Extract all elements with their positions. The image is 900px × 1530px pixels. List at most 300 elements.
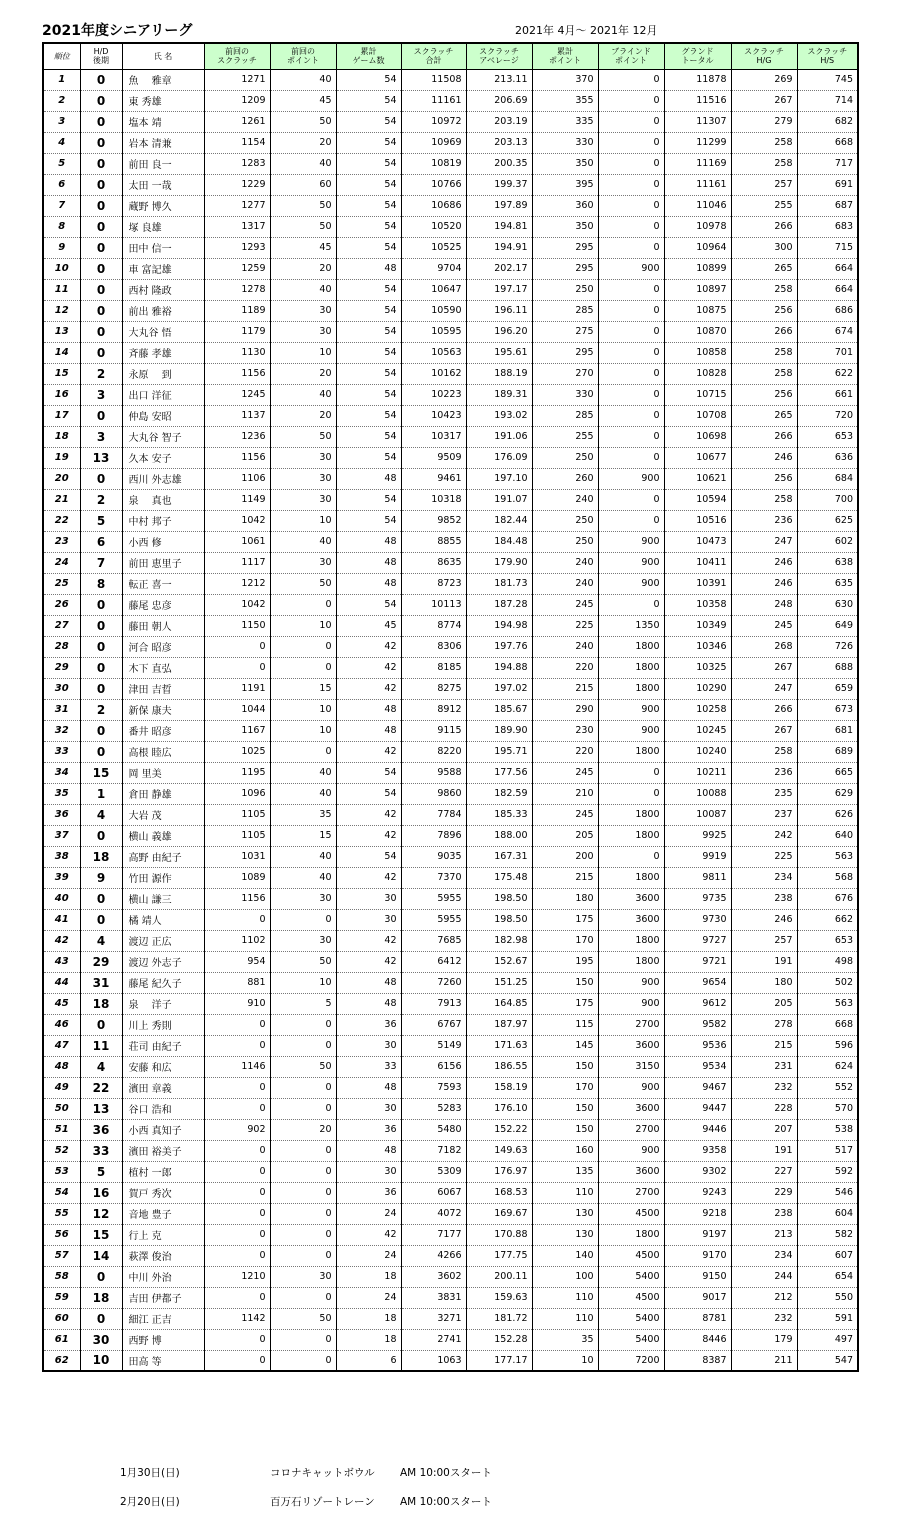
- cell-handicap: 0: [80, 300, 122, 321]
- cell-total-points: 145: [532, 1035, 598, 1056]
- cell-rank: 9: [43, 237, 80, 258]
- table-row: [43, 909, 858, 930]
- table-row: [43, 1098, 858, 1119]
- cell-prev-scratch: 1130: [204, 342, 270, 363]
- standings-table: [42, 42, 859, 1372]
- cell-scratch-total: 7182: [401, 1140, 466, 1161]
- table-row: [43, 552, 858, 573]
- cell-prev-scratch: 1229: [204, 174, 270, 195]
- cell-grand-total: 9811: [664, 867, 731, 888]
- cell-blind-points: 1800: [598, 825, 664, 846]
- cell-prev-points: 0: [270, 1350, 336, 1371]
- cell-total-games: 54: [336, 153, 401, 174]
- cell-blind-points: 0: [598, 69, 664, 90]
- cell-scratch-hg: 257: [731, 930, 797, 951]
- cell-total-games: 54: [336, 783, 401, 804]
- cell-scratch-hs: 568: [797, 867, 858, 888]
- cell-player-name: 渡辺 外志子: [122, 951, 204, 972]
- cell-total-games: 54: [336, 300, 401, 321]
- cell-total-points: 135: [532, 1161, 598, 1182]
- table-row: [43, 783, 858, 804]
- cell-scratch-average: 186.55: [466, 1056, 532, 1077]
- cell-scratch-hg: 258: [731, 363, 797, 384]
- cell-total-points: 200: [532, 846, 598, 867]
- cell-prev-scratch: 902: [204, 1119, 270, 1140]
- cell-blind-points: 900: [598, 993, 664, 1014]
- cell-rank: 36: [43, 804, 80, 825]
- cell-rank: 20: [43, 468, 80, 489]
- cell-scratch-average: 196.11: [466, 300, 532, 321]
- cell-prev-scratch: 1105: [204, 804, 270, 825]
- cell-scratch-hs: 686: [797, 300, 858, 321]
- cell-scratch-hg: 267: [731, 657, 797, 678]
- cell-scratch-average: 167.31: [466, 846, 532, 867]
- cell-prev-points: 0: [270, 1203, 336, 1224]
- cell-scratch-total: 10595: [401, 321, 466, 342]
- cell-total-games: 54: [336, 132, 401, 153]
- cell-handicap: 5: [80, 1161, 122, 1182]
- cell-prev-scratch: 1044: [204, 699, 270, 720]
- cell-handicap: 0: [80, 636, 122, 657]
- cell-rank: 1: [43, 69, 80, 90]
- cell-player-name: 竹田 源作: [122, 867, 204, 888]
- cell-total-points: 220: [532, 741, 598, 762]
- cell-total-games: 54: [336, 405, 401, 426]
- cell-scratch-average: 151.25: [466, 972, 532, 993]
- cell-grand-total: 10473: [664, 531, 731, 552]
- cell-rank: 23: [43, 531, 80, 552]
- cell-scratch-average: 176.97: [466, 1161, 532, 1182]
- cell-scratch-average: 194.98: [466, 615, 532, 636]
- table-row: [43, 237, 858, 258]
- cell-handicap: 0: [80, 909, 122, 930]
- cell-total-points: 150: [532, 972, 598, 993]
- cell-prev-scratch: 0: [204, 657, 270, 678]
- cell-scratch-average: 181.72: [466, 1308, 532, 1329]
- header-name: 氏 名: [122, 43, 204, 69]
- cell-player-name: 久本 安子: [122, 447, 204, 468]
- cell-player-name: 行上 克: [122, 1224, 204, 1245]
- cell-scratch-total: 8723: [401, 573, 466, 594]
- cell-player-name: 横山 謙三: [122, 888, 204, 909]
- table-row: [43, 174, 858, 195]
- cell-total-games: 54: [336, 279, 401, 300]
- cell-rank: 57: [43, 1245, 80, 1266]
- cell-scratch-average: 149.63: [466, 1140, 532, 1161]
- cell-handicap: 0: [80, 132, 122, 153]
- cell-grand-total: 10897: [664, 279, 731, 300]
- cell-rank: 6: [43, 174, 80, 195]
- cell-total-games: 24: [336, 1203, 401, 1224]
- cell-grand-total: 8446: [664, 1329, 731, 1350]
- cell-scratch-hg: 238: [731, 1203, 797, 1224]
- cell-scratch-total: 7370: [401, 867, 466, 888]
- cell-prev-points: 50: [270, 426, 336, 447]
- cell-scratch-hs: 649: [797, 615, 858, 636]
- cell-blind-points: 0: [598, 405, 664, 426]
- cell-blind-points: 0: [598, 510, 664, 531]
- cell-handicap: 5: [80, 510, 122, 531]
- cell-rank: 49: [43, 1077, 80, 1098]
- cell-handicap: 0: [80, 741, 122, 762]
- cell-prev-scratch: 1277: [204, 195, 270, 216]
- cell-prev-points: 10: [270, 510, 336, 531]
- cell-scratch-hs: 640: [797, 825, 858, 846]
- cell-scratch-average: 187.28: [466, 594, 532, 615]
- cell-blind-points: 0: [598, 300, 664, 321]
- cell-scratch-total: 10317: [401, 426, 466, 447]
- cell-prev-scratch: 1102: [204, 930, 270, 951]
- cell-scratch-hs: 636: [797, 447, 858, 468]
- cell-total-games: 6: [336, 1350, 401, 1371]
- cell-scratch-hs: 604: [797, 1203, 858, 1224]
- cell-prev-scratch: 1259: [204, 258, 270, 279]
- cell-grand-total: 9446: [664, 1119, 731, 1140]
- cell-scratch-average: 171.63: [466, 1035, 532, 1056]
- table-row: [43, 216, 858, 237]
- cell-total-games: 54: [336, 762, 401, 783]
- cell-scratch-average: 198.50: [466, 909, 532, 930]
- cell-prev-points: 0: [270, 1329, 336, 1350]
- cell-blind-points: 0: [598, 426, 664, 447]
- cell-player-name: 番井 昭彦: [122, 720, 204, 741]
- header-blind-points: ブラインド ポイント: [598, 43, 664, 69]
- cell-total-games: 54: [336, 594, 401, 615]
- cell-prev-points: 40: [270, 69, 336, 90]
- cell-prev-points: 30: [270, 1266, 336, 1287]
- cell-scratch-total: 8855: [401, 531, 466, 552]
- cell-rank: 35: [43, 783, 80, 804]
- cell-rank: 14: [43, 342, 80, 363]
- cell-prev-scratch: 0: [204, 636, 270, 657]
- cell-total-games: 54: [336, 111, 401, 132]
- cell-player-name: 永原 到: [122, 363, 204, 384]
- cell-player-name: 大丸谷 智子: [122, 426, 204, 447]
- cell-total-points: 10: [532, 1350, 598, 1371]
- cell-blind-points: 1800: [598, 867, 664, 888]
- cell-scratch-hs: 684: [797, 468, 858, 489]
- cell-player-name: 出口 洋征: [122, 384, 204, 405]
- cell-player-name: 小西 修: [122, 531, 204, 552]
- cell-handicap: 0: [80, 594, 122, 615]
- cell-scratch-average: 177.75: [466, 1245, 532, 1266]
- cell-grand-total: 10088: [664, 783, 731, 804]
- cell-blind-points: 7200: [598, 1350, 664, 1371]
- cell-scratch-average: 168.53: [466, 1182, 532, 1203]
- cell-handicap: 0: [80, 405, 122, 426]
- cell-grand-total: 10411: [664, 552, 731, 573]
- cell-prev-points: 30: [270, 468, 336, 489]
- cell-scratch-hg: 229: [731, 1182, 797, 1203]
- cell-scratch-total: 9115: [401, 720, 466, 741]
- cell-rank: 16: [43, 384, 80, 405]
- cell-total-points: 175: [532, 993, 598, 1014]
- cell-prev-scratch: 0: [204, 1098, 270, 1119]
- cell-player-name: 谷口 浩和: [122, 1098, 204, 1119]
- cell-scratch-average: 194.88: [466, 657, 532, 678]
- cell-scratch-hg: 300: [731, 237, 797, 258]
- cell-prev-scratch: 1156: [204, 447, 270, 468]
- cell-total-games: 42: [336, 804, 401, 825]
- cell-scratch-total: 10563: [401, 342, 466, 363]
- cell-scratch-hs: 668: [797, 132, 858, 153]
- table-row: [43, 1035, 858, 1056]
- cell-total-games: 42: [336, 930, 401, 951]
- cell-prev-points: 0: [270, 1140, 336, 1161]
- cell-player-name: 塩本 靖: [122, 111, 204, 132]
- cell-player-name: 藤尾 紀久子: [122, 972, 204, 993]
- cell-scratch-hs: 664: [797, 258, 858, 279]
- cell-scratch-average: 189.90: [466, 720, 532, 741]
- cell-prev-points: 45: [270, 237, 336, 258]
- cell-grand-total: 9302: [664, 1161, 731, 1182]
- cell-prev-points: 50: [270, 1056, 336, 1077]
- cell-scratch-total: 7784: [401, 804, 466, 825]
- cell-total-points: 220: [532, 657, 598, 678]
- cell-grand-total: 9919: [664, 846, 731, 867]
- cell-scratch-hg: 247: [731, 678, 797, 699]
- cell-prev-points: 40: [270, 762, 336, 783]
- cell-scratch-hg: 235: [731, 783, 797, 804]
- cell-scratch-hg: 179: [731, 1329, 797, 1350]
- cell-grand-total: 10621: [664, 468, 731, 489]
- table-row: [43, 972, 858, 993]
- cell-scratch-hs: 638: [797, 552, 858, 573]
- cell-rank: 30: [43, 678, 80, 699]
- cell-rank: 12: [43, 300, 80, 321]
- table-row: [43, 1287, 858, 1308]
- cell-total-points: 175: [532, 909, 598, 930]
- cell-player-name: 河合 昭彦: [122, 636, 204, 657]
- cell-scratch-average: 197.76: [466, 636, 532, 657]
- cell-blind-points: 1800: [598, 678, 664, 699]
- cell-rank: 56: [43, 1224, 80, 1245]
- cell-scratch-average: 158.19: [466, 1077, 532, 1098]
- cell-blind-points: 1800: [598, 951, 664, 972]
- cell-grand-total: 10899: [664, 258, 731, 279]
- cell-blind-points: 0: [598, 195, 664, 216]
- cell-scratch-hg: 246: [731, 909, 797, 930]
- cell-handicap: 4: [80, 1056, 122, 1077]
- cell-handicap: 0: [80, 657, 122, 678]
- cell-prev-scratch: 1150: [204, 615, 270, 636]
- cell-handicap: 3: [80, 426, 122, 447]
- cell-blind-points: 4500: [598, 1245, 664, 1266]
- cell-prev-scratch: 881: [204, 972, 270, 993]
- cell-scratch-hg: 266: [731, 426, 797, 447]
- cell-scratch-average: 199.37: [466, 174, 532, 195]
- cell-rank: 19: [43, 447, 80, 468]
- cell-scratch-hg: 246: [731, 447, 797, 468]
- cell-rank: 34: [43, 762, 80, 783]
- cell-scratch-hs: 538: [797, 1119, 858, 1140]
- cell-total-games: 54: [336, 510, 401, 531]
- cell-total-games: 42: [336, 741, 401, 762]
- cell-scratch-hs: 668: [797, 1014, 858, 1035]
- cell-scratch-hs: 681: [797, 720, 858, 741]
- cell-total-games: 48: [336, 531, 401, 552]
- cell-total-points: 295: [532, 342, 598, 363]
- cell-grand-total: 10870: [664, 321, 731, 342]
- cell-scratch-hs: 546: [797, 1182, 858, 1203]
- cell-scratch-total: 9588: [401, 762, 466, 783]
- cell-scratch-hg: 258: [731, 741, 797, 762]
- cell-scratch-total: 9704: [401, 258, 466, 279]
- table-row: [43, 615, 858, 636]
- cell-scratch-average: 185.33: [466, 804, 532, 825]
- cell-total-games: 54: [336, 342, 401, 363]
- cell-scratch-average: 213.11: [466, 69, 532, 90]
- cell-handicap: 0: [80, 90, 122, 111]
- cell-prev-points: 0: [270, 1224, 336, 1245]
- cell-prev-scratch: 0: [204, 1182, 270, 1203]
- cell-player-name: 萩澤 俊治: [122, 1245, 204, 1266]
- cell-total-points: 160: [532, 1140, 598, 1161]
- cell-player-name: 新保 康夫: [122, 699, 204, 720]
- cell-rank: 44: [43, 972, 80, 993]
- cell-blind-points: 0: [598, 342, 664, 363]
- cell-handicap: 0: [80, 678, 122, 699]
- cell-handicap: 0: [80, 237, 122, 258]
- cell-player-name: 大丸谷 悟: [122, 321, 204, 342]
- header-hd: H/D 後期: [80, 43, 122, 69]
- cell-scratch-hg: 258: [731, 279, 797, 300]
- cell-blind-points: 1800: [598, 804, 664, 825]
- cell-prev-points: 0: [270, 594, 336, 615]
- cell-handicap: 0: [80, 153, 122, 174]
- cell-player-name: 荘司 由紀子: [122, 1035, 204, 1056]
- cell-grand-total: 10875: [664, 300, 731, 321]
- cell-scratch-hg: 258: [731, 342, 797, 363]
- cell-blind-points: 0: [598, 132, 664, 153]
- cell-scratch-average: 197.89: [466, 195, 532, 216]
- cell-player-name: 岡 里美: [122, 762, 204, 783]
- cell-scratch-hg: 269: [731, 69, 797, 90]
- cell-grand-total: 10677: [664, 447, 731, 468]
- cell-blind-points: 5400: [598, 1329, 664, 1350]
- cell-rank: 58: [43, 1266, 80, 1287]
- table-row: [43, 930, 858, 951]
- cell-scratch-average: 193.02: [466, 405, 532, 426]
- cell-prev-scratch: 1283: [204, 153, 270, 174]
- cell-grand-total: 8781: [664, 1308, 731, 1329]
- cell-blind-points: 900: [598, 1140, 664, 1161]
- cell-grand-total: 9582: [664, 1014, 731, 1035]
- header-rank: 順位: [43, 43, 80, 69]
- cell-scratch-total: 10113: [401, 594, 466, 615]
- cell-grand-total: 9534: [664, 1056, 731, 1077]
- cell-rank: 47: [43, 1035, 80, 1056]
- cell-rank: 29: [43, 657, 80, 678]
- cell-total-points: 350: [532, 216, 598, 237]
- cell-grand-total: 8387: [664, 1350, 731, 1371]
- cell-scratch-hg: 232: [731, 1308, 797, 1329]
- cell-grand-total: 9218: [664, 1203, 731, 1224]
- table-row: [43, 741, 858, 762]
- cell-blind-points: 0: [598, 321, 664, 342]
- cell-grand-total: 9654: [664, 972, 731, 993]
- cell-handicap: 7: [80, 552, 122, 573]
- cell-total-points: 245: [532, 594, 598, 615]
- cell-scratch-hg: 257: [731, 174, 797, 195]
- cell-player-name: 音地 豊子: [122, 1203, 204, 1224]
- cell-handicap: 0: [80, 615, 122, 636]
- cell-prev-points: 50: [270, 195, 336, 216]
- cell-grand-total: 9721: [664, 951, 731, 972]
- cell-rank: 3: [43, 111, 80, 132]
- cell-rank: 26: [43, 594, 80, 615]
- cell-scratch-hs: 691: [797, 174, 858, 195]
- cell-total-points: 150: [532, 1056, 598, 1077]
- cell-handicap: 10: [80, 1350, 122, 1371]
- cell-total-points: 110: [532, 1308, 598, 1329]
- cell-scratch-average: 152.28: [466, 1329, 532, 1350]
- cell-grand-total: 9735: [664, 888, 731, 909]
- cell-prev-points: 20: [270, 363, 336, 384]
- cell-prev-points: 15: [270, 678, 336, 699]
- cell-handicap: 0: [80, 468, 122, 489]
- cell-rank: 4: [43, 132, 80, 153]
- cell-prev-points: 0: [270, 1098, 336, 1119]
- cell-prev-scratch: 1210: [204, 1266, 270, 1287]
- cell-rank: 50: [43, 1098, 80, 1119]
- cell-prev-points: 50: [270, 216, 336, 237]
- cell-blind-points: 1800: [598, 636, 664, 657]
- cell-player-name: 細江 正吉: [122, 1308, 204, 1329]
- cell-prev-points: 15: [270, 825, 336, 846]
- cell-scratch-average: 170.88: [466, 1224, 532, 1245]
- cell-rank: 52: [43, 1140, 80, 1161]
- table-row: [43, 153, 858, 174]
- table-row: [43, 699, 858, 720]
- cell-scratch-hg: 258: [731, 489, 797, 510]
- cell-scratch-total: 6156: [401, 1056, 466, 1077]
- cell-prev-scratch: 1089: [204, 867, 270, 888]
- table-row: [43, 825, 858, 846]
- cell-scratch-total: 9461: [401, 468, 466, 489]
- cell-scratch-average: 187.97: [466, 1014, 532, 1035]
- cell-scratch-average: 182.98: [466, 930, 532, 951]
- cell-prev-scratch: 1042: [204, 510, 270, 531]
- cell-total-games: 48: [336, 699, 401, 720]
- cell-scratch-total: 9860: [401, 783, 466, 804]
- cell-grand-total: 9170: [664, 1245, 731, 1266]
- cell-total-games: 36: [336, 1182, 401, 1203]
- cell-prev-scratch: 1271: [204, 69, 270, 90]
- cell-blind-points: 0: [598, 846, 664, 867]
- cell-prev-points: 40: [270, 531, 336, 552]
- cell-grand-total: 10858: [664, 342, 731, 363]
- cell-total-games: 42: [336, 951, 401, 972]
- cell-blind-points: 3600: [598, 1035, 664, 1056]
- cell-handicap: 0: [80, 342, 122, 363]
- cell-prev-scratch: 954: [204, 951, 270, 972]
- cell-scratch-average: 185.67: [466, 699, 532, 720]
- cell-total-points: 150: [532, 1119, 598, 1140]
- cell-total-points: 215: [532, 867, 598, 888]
- cell-player-name: 西村 隆政: [122, 279, 204, 300]
- table-row: [43, 342, 858, 363]
- cell-handicap: 0: [80, 1308, 122, 1329]
- schedule-time: AM 10:00スタート: [400, 1467, 492, 1479]
- cell-scratch-average: 203.19: [466, 111, 532, 132]
- cell-total-games: 36: [336, 1119, 401, 1140]
- cell-handicap: 22: [80, 1077, 122, 1098]
- schedule-footer: [120, 1465, 720, 1523]
- header-scratch-average: スクラッチ アベレージ: [466, 43, 532, 69]
- cell-grand-total: 10698: [664, 426, 731, 447]
- cell-prev-points: 50: [270, 951, 336, 972]
